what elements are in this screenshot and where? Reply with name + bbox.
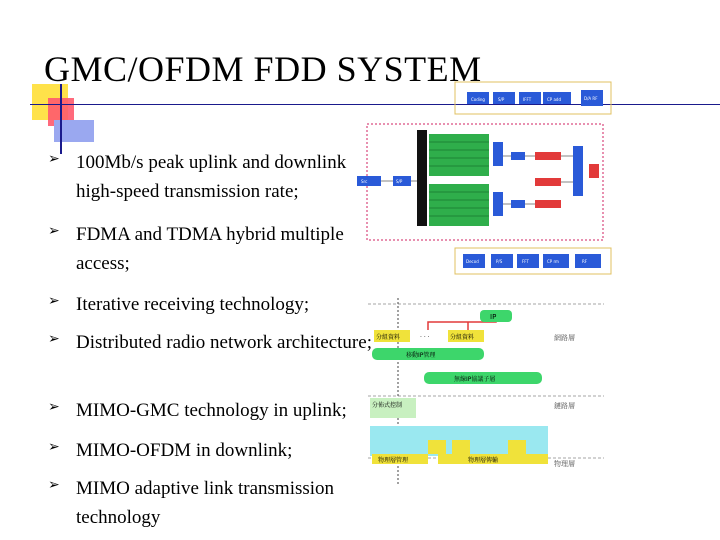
small-yellow-box (428, 440, 446, 454)
bottom-mid-label: 物理層傳輸 (468, 457, 499, 464)
top-chain-label: CP add (547, 97, 562, 102)
ip-label: IP (490, 313, 497, 321)
top-chain-label: Coding (471, 97, 485, 102)
system-block-diagram (355, 80, 615, 280)
proc-block (511, 152, 525, 160)
arrow-bullet-icon: ➢ (48, 477, 60, 493)
decor-vertical-line (60, 84, 62, 154)
proc-block (493, 142, 503, 166)
layer-label: 物理層 (554, 460, 575, 468)
bullet-text: 100Mb/s peak uplink and downlink high-speed transmission rate; (76, 152, 347, 202)
bottom-chain-label: CP rm (547, 259, 559, 264)
arrow-bullet-icon: ➢ (48, 439, 60, 455)
dark-panel (417, 130, 427, 226)
bullet-text: FDMA and TDMA hybrid multiple access; (76, 224, 344, 274)
bottom-chain-label: RF (582, 259, 588, 264)
arrow-bullet-icon: ➢ (48, 151, 60, 167)
slide-title: GMC/OFDM FDD SYSTEM (44, 49, 482, 89)
bullet-text: Distributed radio network architecture; (76, 332, 372, 353)
red-block (535, 200, 561, 208)
left-box-label: S/P (396, 179, 403, 184)
proc-block (511, 200, 525, 208)
bullet-text: MIMO-GMC technology in uplink; (76, 400, 347, 421)
left-box-label: Src (361, 179, 368, 184)
layer-label: 鏈路層 (554, 402, 575, 410)
bullet-text: Iterative receiving technology; (76, 294, 310, 315)
top-chain-label: S/P (498, 97, 505, 102)
arrow-bullet-icon: ➢ (48, 331, 60, 347)
proc-block (493, 192, 503, 216)
bottom-left-label: 物理層管理 (378, 457, 409, 464)
mobile-ip-label: 移動IP管理 (406, 352, 436, 359)
adapt-label: 分佈式控制 (372, 402, 403, 409)
small-yellow-box (508, 440, 526, 454)
bottom-chain-label: P/S (496, 259, 503, 264)
packet-label: 分組資料 (450, 334, 475, 341)
top-chain-label: IFFT (523, 97, 532, 102)
red-block (535, 152, 561, 160)
right-red-block (589, 164, 599, 178)
bullet-text: MIMO-OFDM in downlink; (76, 440, 293, 461)
bottom-chain-label: FFT (522, 259, 529, 264)
small-yellow-box (452, 440, 470, 454)
green-stack-bottom (429, 184, 489, 226)
layer-label: 網路層 (554, 334, 575, 342)
packet-label: 分組資料 (376, 334, 401, 341)
green-stack-top (429, 134, 489, 176)
ellipsis-label: · · · (420, 334, 430, 341)
arrow-bullet-icon: ➢ (48, 399, 60, 415)
bullet-text: MIMO adaptive link transmission technology (76, 478, 335, 528)
right-vertical-block (573, 146, 583, 196)
bottom-chain-box (575, 254, 601, 268)
arrow-bullet-icon: ➢ (48, 223, 60, 239)
arrow-bullet-icon: ➢ (48, 293, 60, 309)
wireless-ip-label: 無線IP協議子層 (454, 376, 496, 383)
bottom-chain-label: Decod (466, 259, 479, 264)
red-block (535, 178, 561, 186)
network-layer-diagram (368, 288, 608, 488)
top-chain-label: D/A RF (584, 96, 598, 101)
